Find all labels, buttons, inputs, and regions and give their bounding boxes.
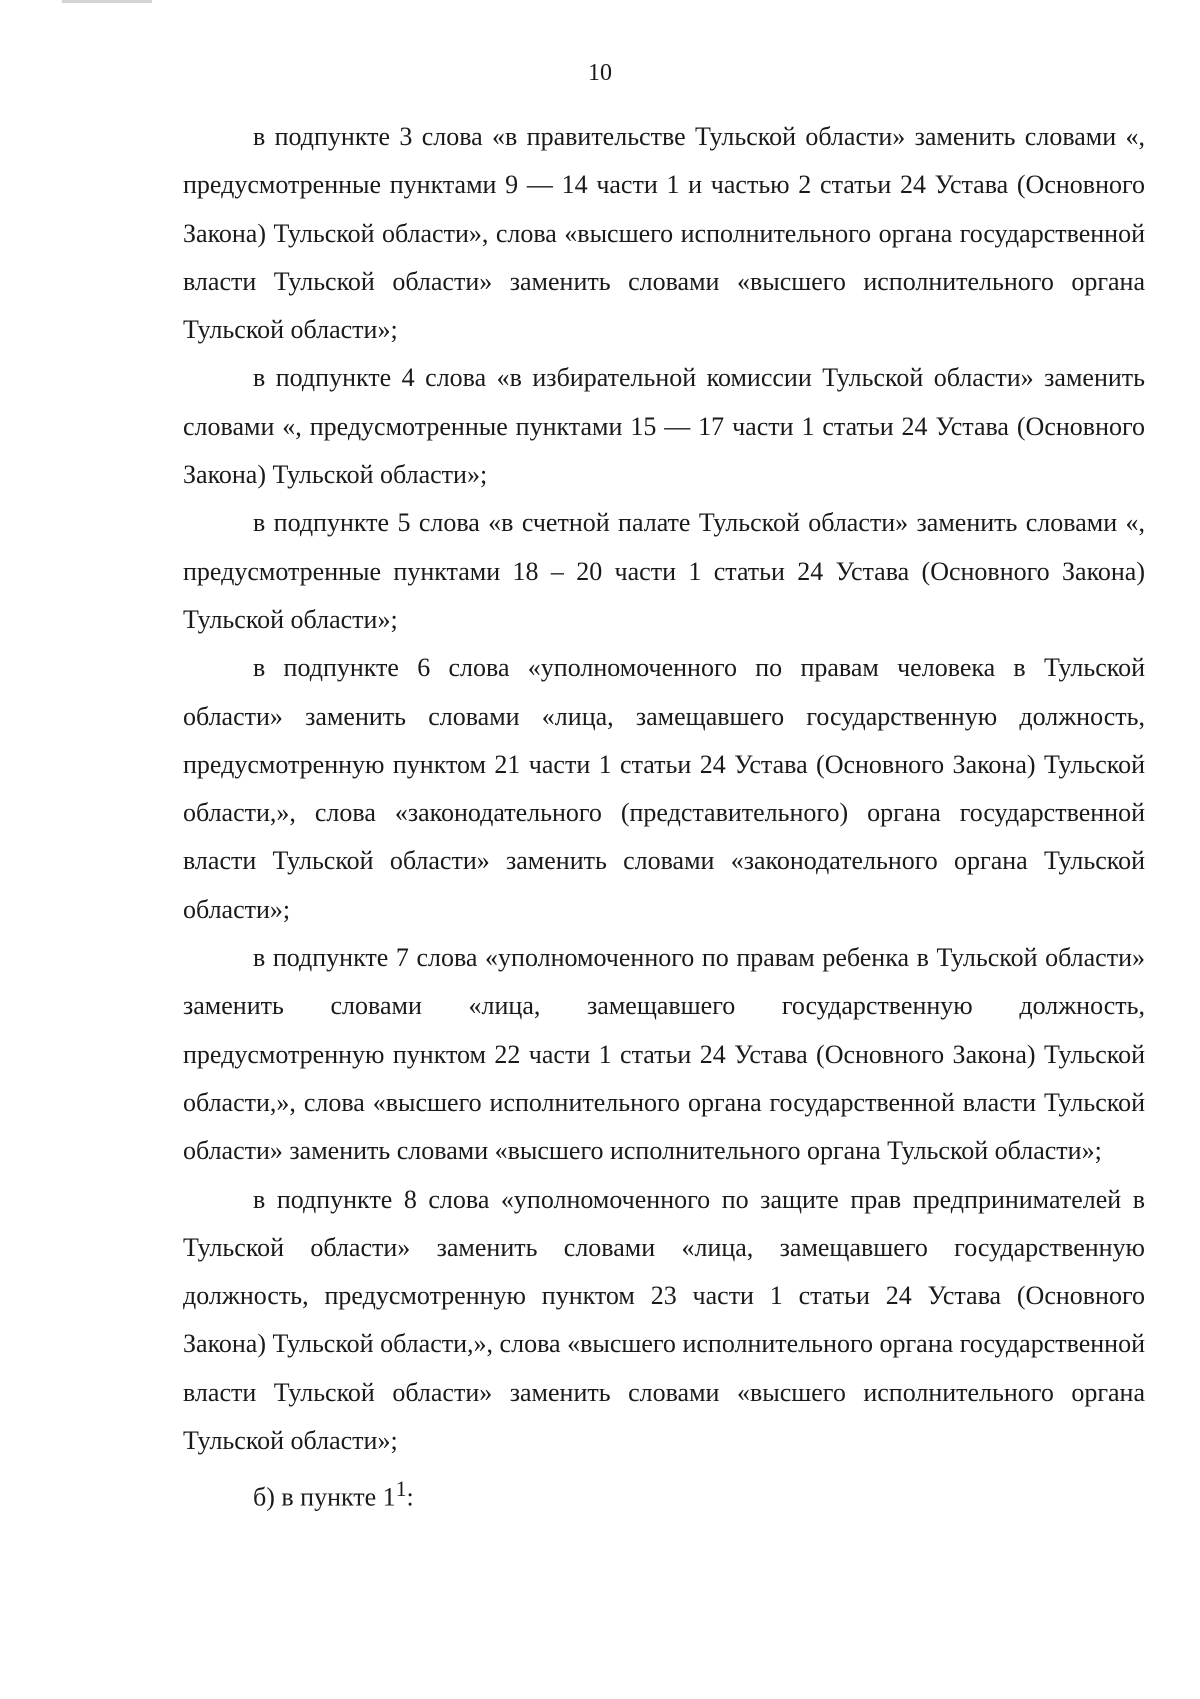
paragraph-subitem-4: в подпункте 4 слова «в избирательной комиссии Тульской области» заменить словами «, предусмотренные пунктами 15 — 17 части 1 статьи 24 Устава (Основного Закона) Тульской области»; <box>183 363 1145 490</box>
item-b-superscript: 1 <box>395 1477 407 1502</box>
page-number: 10 <box>588 60 612 86</box>
paragraph-subitem-8: в подпункте 8 слова «уполномоченного по защите прав предпринимателей в Тульской области» заменить словами «лица, замещавшего государственную должность, предусмотренную пунктом 23 части 1 статьи 24 Устава (Основного Закона) Тульской области,», слова «высшего исполнительного органа государственной власти Тульской области» заменить словами «высшего исполнительного органа Тульской области»; <box>183 1184 1145 1456</box>
paragraph-subitem-5: в подпункте 5 слова «в счетной палате Тульской области» заменить словами «, предусмотренные пунктами 18 – 20 части 1 статьи 24 Устава (Основного Закона) Тульской области»; <box>183 508 1145 634</box>
paragraph-subitem-7: в подпункте 7 слова «уполномоченного по правам ребенка в Тульской области» заменить словами «лица, замещавшего государственную должность, предусмотренную пунктом 22 части 1 статьи 24 Устава (Основного Закона) Тульской области,», слова «высшего исполнительного органа государственной власти Тульской области» заменить словами «высшего исполнительного органа Тульской области»; <box>183 943 1145 1166</box>
scan-artifact <box>62 0 152 3</box>
paragraph-subitem-3: в подпункте 3 слова «в правительстве Тульской области» заменить словами «, предусмотренные пунктами 9 — 14 части 1 и частью 2 статьи 24 Устава (Основного Закона) Тульской области», слова «высшего исполнительного органа государственной власти Тульской области» заменить словами «высшего исполнительного органа Тульской области»; <box>183 122 1145 345</box>
document-body <box>183 113 1145 1522</box>
paragraph-subitem-6: в подпункте 6 слова «уполномоченного по правам человека в Тульской области» заменить словами «лица, замещавшего государственную должность, предусмотренную пунктом 21 части 1 статьи 24 Устава (Основного Закона) Тульской области,», слова «законодательного (представительного) органа государственной власти Тульской области» заменить словами «законодательного органа Тульской области»; <box>183 653 1145 924</box>
item-b-suffix: : <box>406 1482 414 1512</box>
paragraph-item-b <box>183 1465 1145 1522</box>
item-b-text: б) в пункте 1 <box>253 1482 396 1512</box>
